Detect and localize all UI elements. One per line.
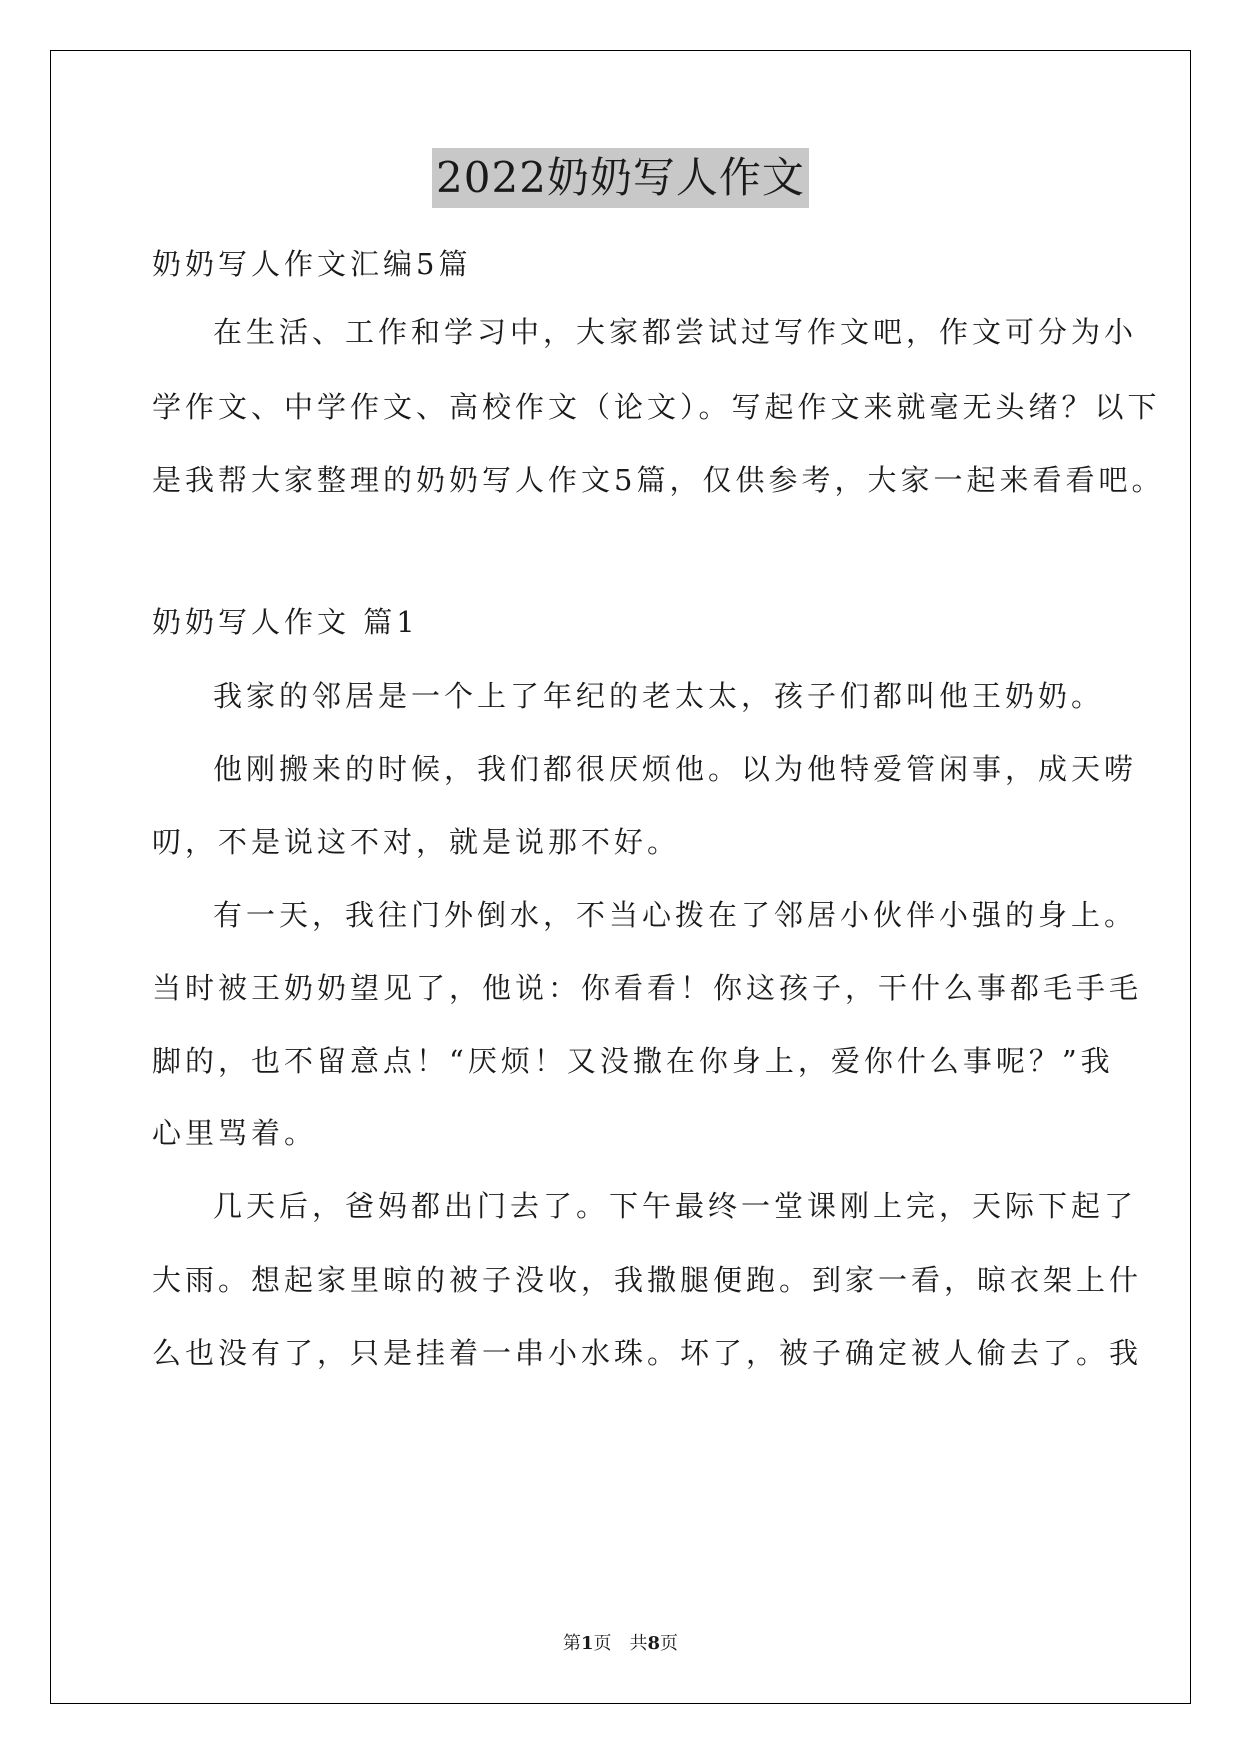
intro-line: 在生活、工作和学习中，大家都尝试过写作文吧，作文可分为小 [213,315,1138,349]
page-border [50,50,1191,1704]
footer-page-prefix: 第 [562,1633,581,1654]
footer-page-suffix: 页 [660,1633,679,1654]
section-heading: 奶奶写人作文 篇1 [152,605,419,639]
paragraph-line: 当时被王奶奶望见了，他说：你看看！你这孩子，干什么事都毛手毛 [152,971,1143,1005]
paragraph-line: 我家的邻居是一个上了年纪的老太太，孩子们都叫他王奶奶。 [213,679,1105,713]
intro-line: 学作文、中学作文、高校作文（论文）。写起作文来就毫无头绪？以下 [152,390,1161,424]
footer-page-total: 8 [647,1633,661,1654]
paragraph-line: 有一天，我往门外倒水，不当心拨在了邻居小伙伴小强的身上。 [213,898,1138,932]
paragraph-line: 心里骂着。 [152,1116,318,1150]
footer-page-number: 1 [580,1633,594,1654]
page-footer [0,1632,1241,1656]
paragraph-line: 大雨。想起家里晾的被子没收，我撒腿便跑。到家一看，晾衣架上什 [152,1263,1143,1297]
document-title: 2022奶奶写人作文 [432,148,809,208]
paragraph-line: 他刚搬来的时候，我们都很厌烦他。以为他特爱管闲事，成天唠 [213,752,1138,786]
intro-line: 是我帮大家整理的奶奶写人作文5篇，仅供参考，大家一起来看看吧。 [152,463,1165,497]
paragraph-line: 几天后，爸妈都出门去了。下午最终一堂课刚上完，天际下起了 [213,1189,1138,1223]
paragraph-line: 叨，不是说这不对，就是说那不好。 [152,825,681,859]
footer-page-mid: 页 共 [593,1633,648,1654]
paragraph-line: 么也没有了，只是挂着一串小水珠。坏了，被子确定被人偷去了。我 [152,1336,1143,1370]
subtitle: 奶奶写人作文汇编5篇 [152,247,472,281]
title-container [0,148,1241,208]
paragraph-line: 脚的，也不留意点！“厌烦！又没撒在你身上，爱你什么事呢？”我 [152,1044,1114,1078]
